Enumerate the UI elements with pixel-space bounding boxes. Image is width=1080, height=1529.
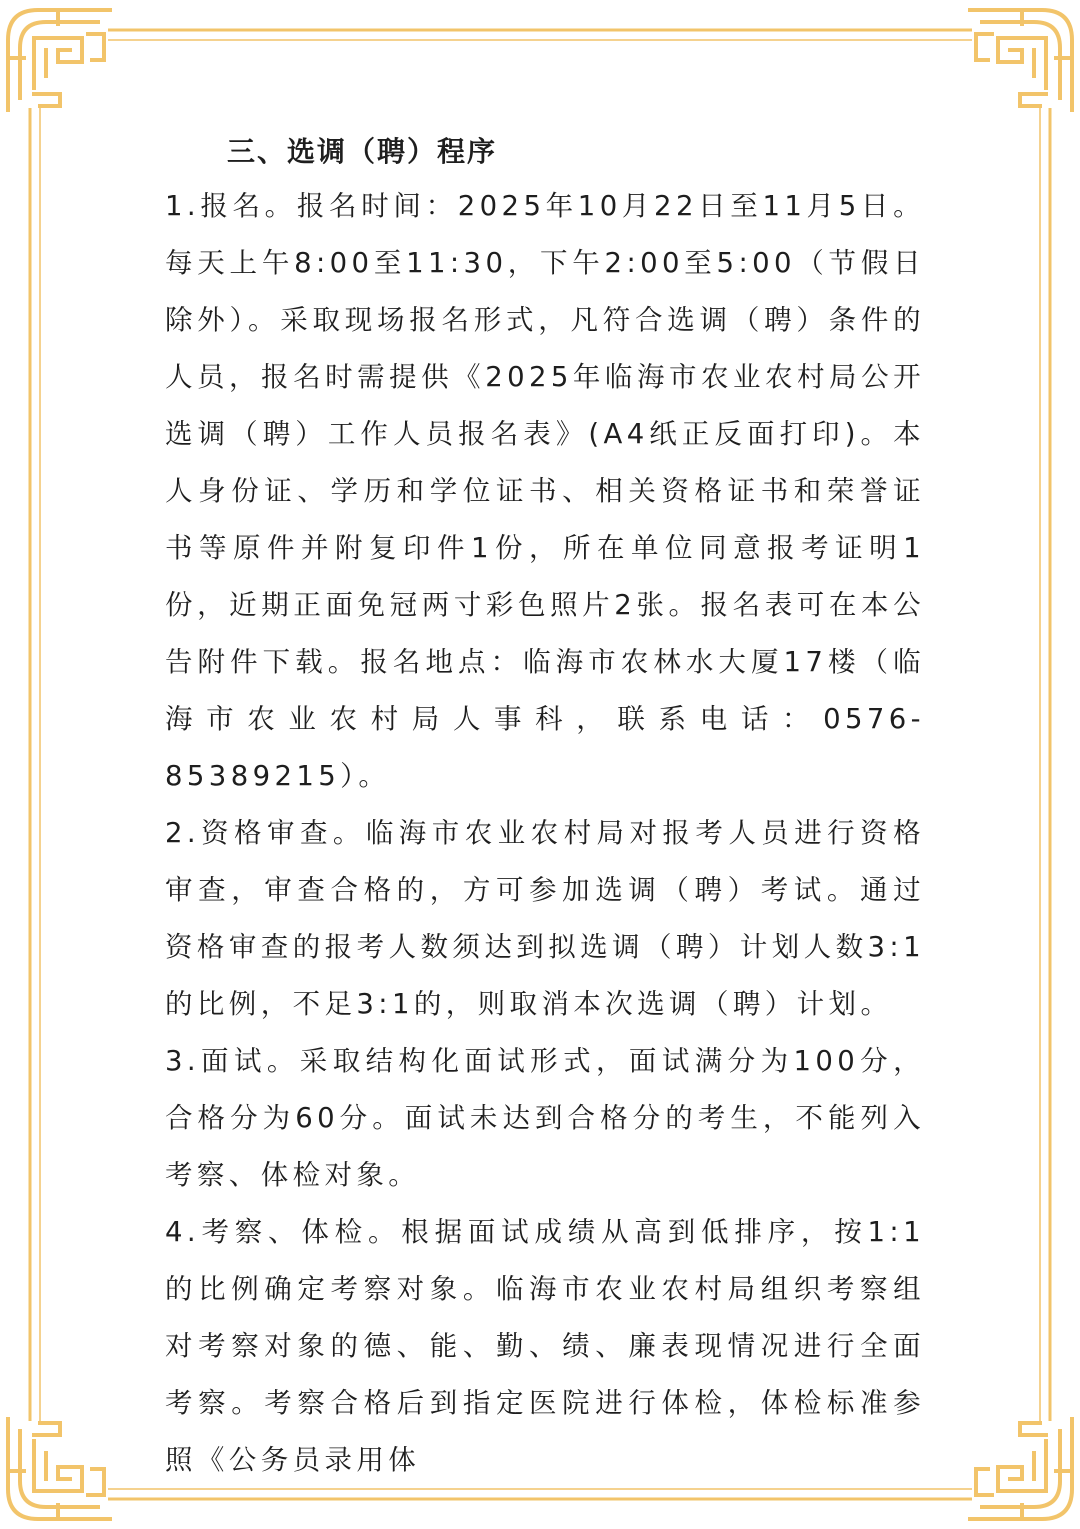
paragraph-registration: 1.报名。报名时间：2025年10月22日至11月5日。每天上午8:00至11:30，下午2:00至5:00（节假日除外）。采取现场报名形式，凡符合选调（聘）条件的人员，报名时需提供《2025年临海市农业农村局公开选调（聘）工作人员报名表》(A4纸正反面打印)。本人身份证、学历和学位证书、相关资格证书和荣誉证书等原件并附复印件1份，所在单位同意报考证明1份，近期正面免冠两寸彩色照片2张。报名表可在本公告附件下载。报名地点：临海市农林水大厦17楼（临海市农业农村局人事科，联系电话：0576-85389215）。	[165, 190, 925, 792]
document-body	[165, 130, 925, 1489]
paragraph-list	[165, 178, 925, 1489]
section-heading: 三、选调（聘）程序	[227, 135, 498, 168]
paragraph-inspection-medical: 4.考察、体检。根据面试成绩从高到低排序，按1:1的比例确定考察对象。临海市农业农村局组织考察组对考察对象的德、能、勤、绩、廉表现情况进行全面考察。考察合格后到指定医院进行体检，体检标准参照《公务员录用体	[165, 1216, 925, 1476]
paragraph-qualification-review: 2.资格审查。临海市农业农村局对报考人员进行资格审查，审查合格的，方可参加选调（聘）考试。通过资格审查的报考人数须达到拟选调（聘）计划人数3:1的比例，不足3:1的，则取消本次选调（聘）计划。	[165, 817, 925, 1020]
corner-ornament-bottom-right	[970, 1419, 1072, 1519]
corner-ornament-top-right	[970, 10, 1072, 110]
corner-ornament-top-left	[8, 10, 110, 110]
paragraph-interview: 3.面试。采取结构化面试形式，面试满分为100分，合格分为60分。面试未达到合格分的考生，不能列入考察、体检对象。	[165, 1045, 925, 1191]
corner-ornament-bottom-left	[8, 1419, 110, 1519]
